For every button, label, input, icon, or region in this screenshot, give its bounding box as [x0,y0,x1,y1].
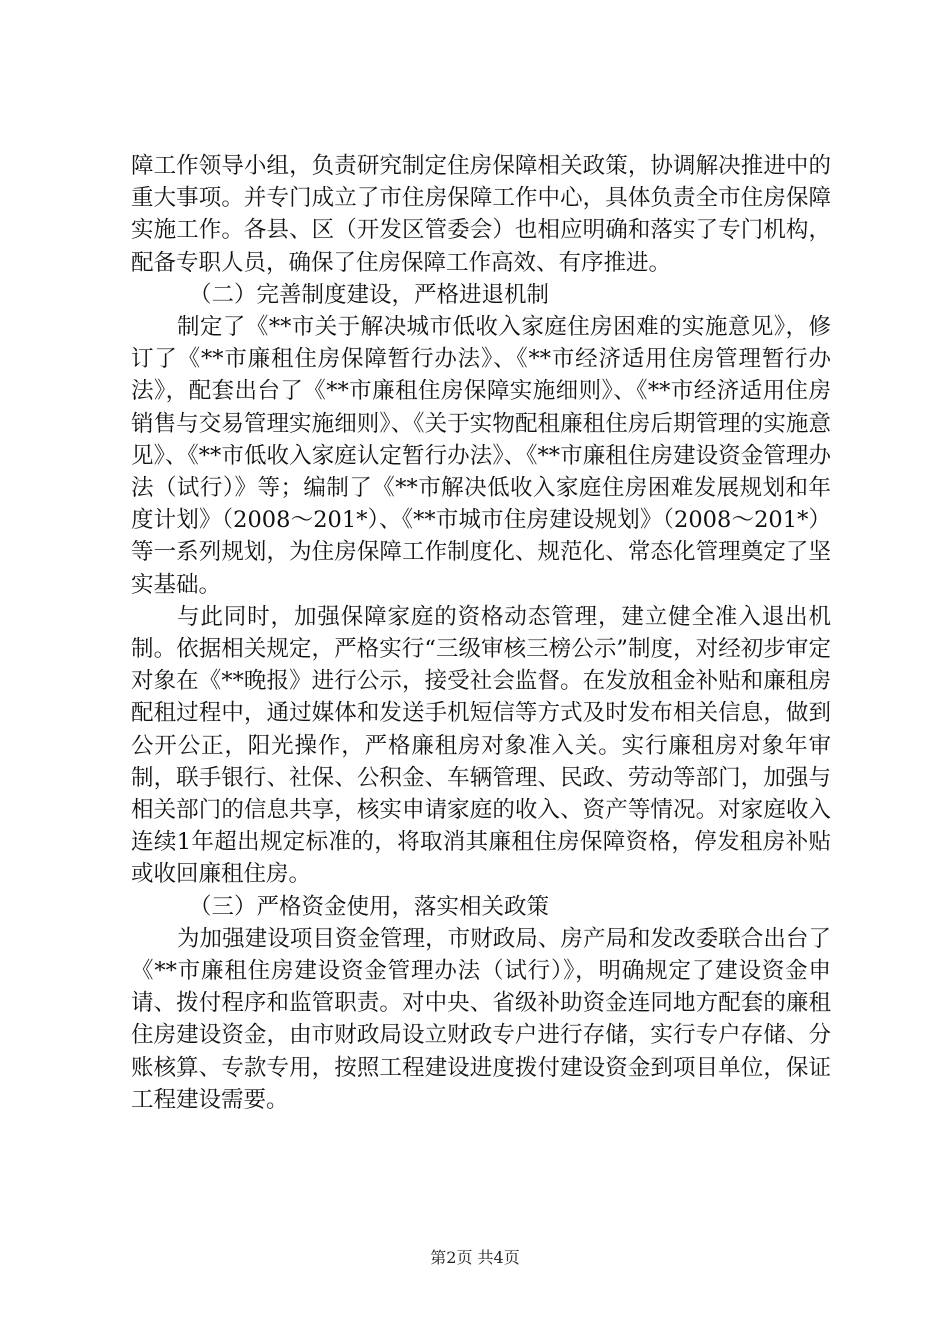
paragraph-regulations: 制定了《**市关于解决城市低收入家庭住房困难的实施意见》，修订了《**市廉租住房保障暂行办法》、《**市经济适用住房管理暂行办法》，配套出台了《**市廉租住房保障实施细则》、《**市经济适用住房销售与交易管理实施细则》、《关于实物配租廉租住房后期管理的实施意见》、《**市低收入家庭认定暂行办法》、《**市廉租住房建设资金管理办法（试行）》等；编制了《**市解决低收入家庭住房困难发展规划和年度计划》（2008～201*）、《**市城市住房建设规划》（2008～201*）等一系列规划，为住房保障工作制度化、规范化、常态化管理奠定了坚实基础。 [131,314,831,598]
paragraph-qualification-management: 与此同时，加强保障家庭的资格动态管理，建立健全准入退出机制。依据相关规定，严格实行“三级审核三榜公示”制度，对经初步审定对象在《**晚报》进行公示，接受社会监督。在发放租金补贴和廉租房配租过程中，通过媒体和发送手机短信等方式及时发布相关信息，做到公开公正，阳光操作，严格廉租房对象准入关。实行廉租房对象年审制，联手银行、社保、公积金、车辆管理、民政、劳动等部门，加强与相关部门的信息共享，核实申请家庭的收入、资产等情况。对家庭收入连续1年超出规定标准的，将取消其廉租住房保障资格，停发租房补贴或收回廉租住房。 [131,603,831,888]
page-number-footer: 第2页 共4页 [430,1248,520,1267]
paragraph-continuation: 障工作领导小组，负责研究制定住房保障相关政策，协调解决推进中的重大事项。并专门成立了市住房保障工作中心，具体负责全市住房保障实施工作。各县、区（开发区管委会）也相应明确和落实了专门机构，配备专职人员，确保了住房保障工作高效、有序推进。 [131,153,831,276]
paragraph-fund-management: 为加强建设项目资金管理，市财政局、房产局和发改委联合出台了《**市廉租住房建设资金管理办法（试行）》，明确规定了建设资金申请、拨付程序和监管职责。对中央、省级补助资金连同地方配套的廉租住房建设资金，由市财政局设立财政专户进行存储，实行专户存储、分账核算、专款专用，按照工程建设进度拨付建设资金到项目单位，保证工程建设需要。 [131,925,831,1113]
section-heading-3: （三）严格资金使用，落实相关政策 [189,893,550,920]
section-heading-2: （二）完善制度建设，严格进退机制 [189,281,550,308]
document-body [131,150,831,1116]
